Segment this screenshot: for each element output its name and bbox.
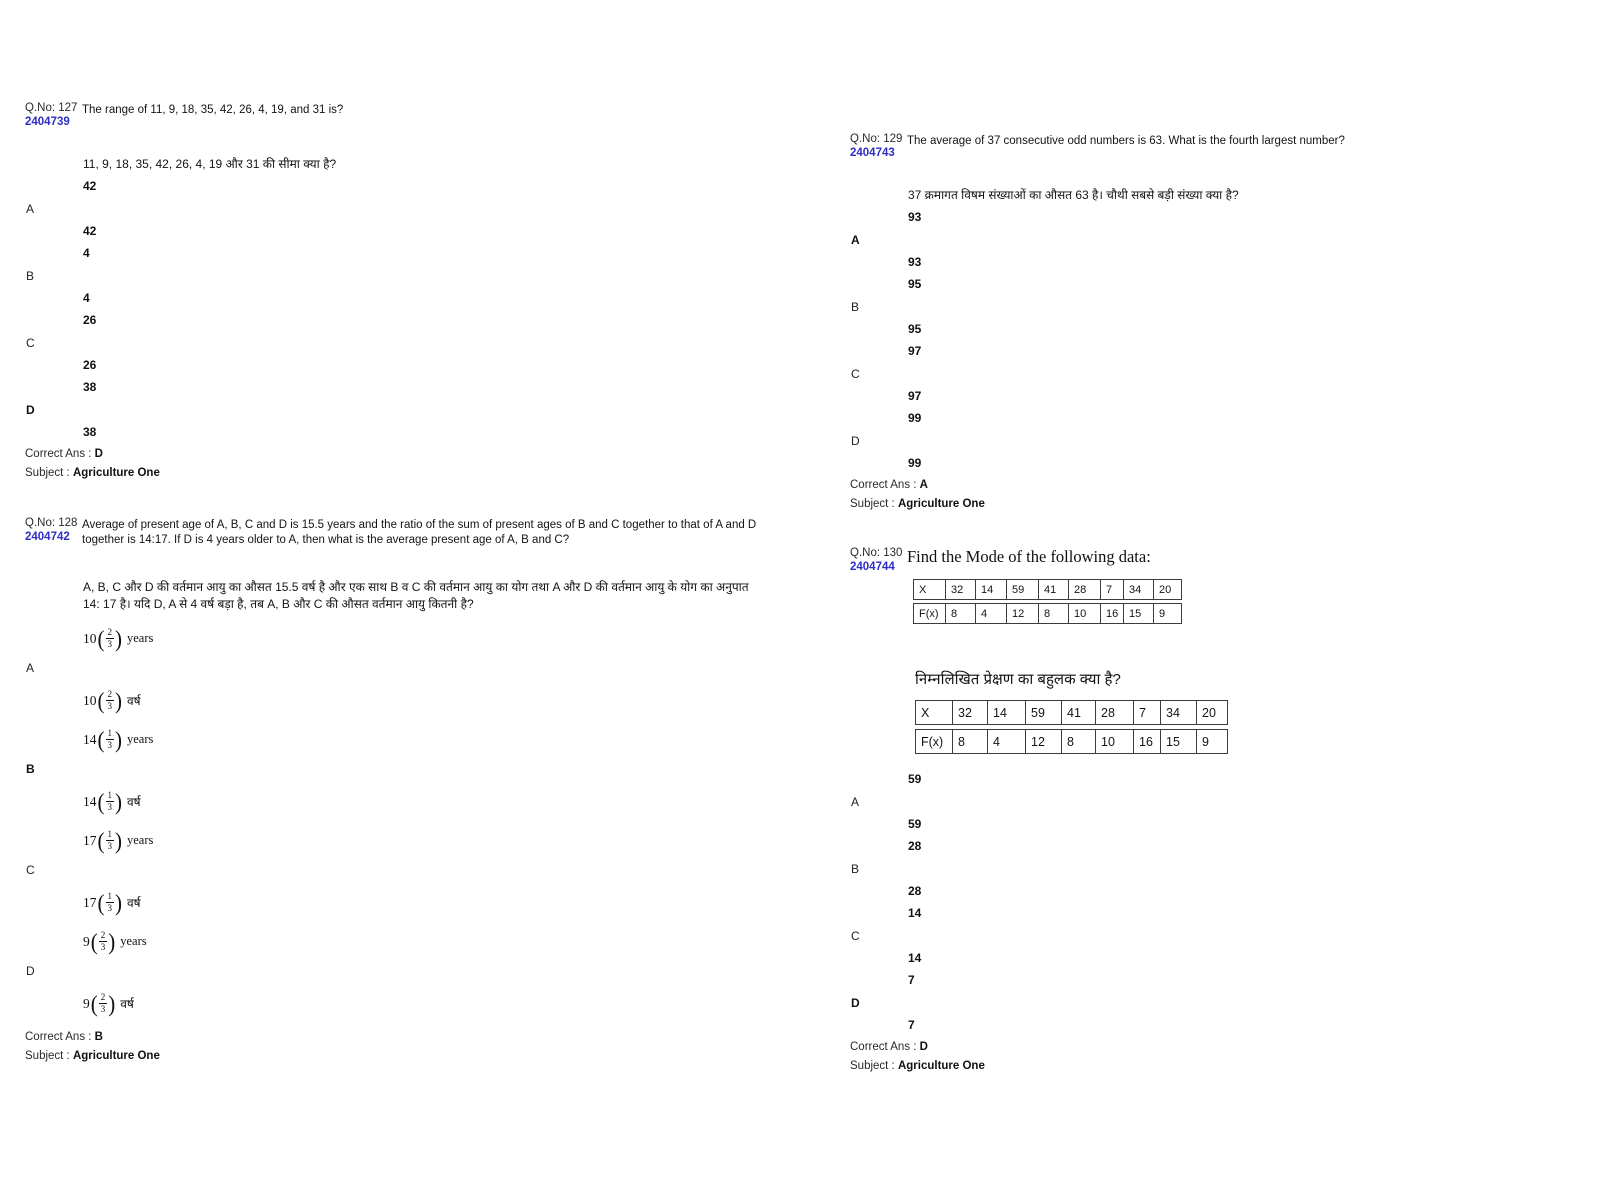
table-cell: 4 [988,729,1026,754]
subject-value: Agriculture One [897,1060,985,1072]
table-cell: 8 [1062,729,1096,754]
option-b-value-hi [83,788,775,815]
table-cell: 32 [946,579,976,600]
unit-label: वर्ष [127,896,141,910]
question-number: Q.No: 128 [25,517,78,529]
table-cell: 15 [1124,603,1154,624]
fraction-denominator: 3 [107,841,112,851]
open-paren: ( [90,928,98,955]
table-cell: 8 [953,729,988,754]
question-header [850,547,1570,574]
correct-answer-value: D [94,448,103,460]
fraction-whole: 14 [83,793,97,809]
subject-prefix: Subject : [25,467,73,479]
table-cell: 14 [976,579,1007,600]
fraction [106,690,115,711]
option-c-value-hi: 26 [83,358,97,372]
unit-label: वर्ष [127,795,141,809]
fraction-whole: 14 [83,731,97,747]
table-cell: F(x) [915,729,953,754]
option-a-value-en: 59 [908,772,922,786]
table-cell: 10 [1069,603,1101,624]
fraction-numerator: 1 [107,728,112,738]
table-cell: 10 [1096,729,1134,754]
option-b-label: B [26,269,35,283]
question-id-link[interactable]: 2404744 [850,561,895,573]
option-c-label: C [851,367,860,381]
fraction-whole: 9 [83,995,90,1011]
question-text-en: Find the Mode of the following data: [907,547,1151,566]
option-c-value-en: 14 [908,906,922,920]
question-text-hi: 11, 9, 18, 35, 42, 26, 4, 19 और 31 की सीमा क्या है? [83,157,337,171]
data-table-hi [915,700,1570,754]
correct-answer-prefix: Correct Ans : [25,448,95,460]
question-text-en: Average of present age of A, B, C and D is 15.5 years and the ratio of the sum of present ages of B and C together to that of A and D together is 14:17. If D is 4 years older to A, then what is the average present age of A, B and C? [82,519,757,546]
fraction-denominator: 3 [107,903,112,913]
correct-answer-line [850,478,1570,492]
correct-answer-prefix: Correct Ans : [850,1041,920,1053]
table-cell: 9 [1154,603,1182,624]
question-text-hi: 37 क्रमागत विषम संख्याओं का औसत 63 है। चौथी सबसे बड़ी संख्या क्या है? [908,188,1239,202]
fraction-whole: 17 [83,894,97,910]
option-b-label: B [851,862,860,876]
option-b-value-en: 28 [908,839,922,853]
question-text-en: The range of 11, 9, 18, 35, 42, 26, 4, 19, and 31 is? [82,104,344,116]
table-cell: 16 [1101,603,1124,624]
table-cell: 4 [976,603,1007,624]
unit-label: years [120,934,147,948]
table-row-fx [913,603,1570,624]
subject-prefix: Subject : [850,1060,898,1072]
correct-answer-value: A [919,479,928,491]
close-paren: ) [115,827,122,854]
question-header [25,517,775,548]
option-b-value-hi: 28 [908,884,922,898]
fraction-numerator: 1 [107,891,112,901]
table-row-x [915,700,1570,725]
option-b-value-en: 95 [908,277,922,291]
question-text-hi: निम्नलिखित प्रेक्षण का बहुलक क्या है? [915,671,1121,688]
option-a-label: A [851,233,860,247]
subject-line [850,1059,1570,1073]
question-header [850,133,1570,160]
open-paren: ( [97,687,105,714]
subject-value: Agriculture One [72,467,160,479]
option-c-value-hi [83,889,775,916]
table-cell: 20 [1197,700,1228,725]
option-c-label: C [26,336,35,350]
table-cell: 16 [1134,729,1161,754]
option-c-label: C [851,929,860,943]
close-paren: ) [115,687,122,714]
option-a-value-en [83,625,775,652]
option-c-value-en: 26 [83,313,97,327]
correct-answer-line [25,447,775,461]
close-paren: ) [115,625,122,652]
question-header [25,102,775,129]
question-number: Q.No: 130 [850,547,903,559]
table-cell: X [915,700,953,725]
subject-value: Agriculture One [897,498,985,510]
open-paren: ( [97,625,105,652]
fraction-numerator: 2 [100,992,106,1002]
fraction [99,993,108,1014]
fraction [106,830,115,851]
unit-label: years [127,631,154,645]
question-block-129 [850,133,1570,511]
close-paren: ) [108,928,116,955]
fraction-numerator: 1 [107,790,112,800]
option-d-value-en: 99 [908,411,922,425]
option-a-value-hi: 42 [83,224,97,238]
table-cell: 8 [946,603,976,624]
close-paren: ) [115,726,122,753]
question-meta [25,102,82,129]
question-number: Q.No: 127 [25,102,78,114]
question-block-127 [25,102,775,480]
open-paren: ( [97,889,105,916]
fraction [106,628,115,649]
option-a-value-en: 42 [83,179,97,193]
table-cell: 8 [1039,603,1069,624]
unit-label: years [127,732,154,746]
correct-answer-value: B [94,1031,103,1043]
fraction [106,791,115,812]
correct-answer-prefix: Correct Ans : [850,479,920,491]
option-b-value-en [83,726,775,753]
question-text-en: The average of 37 consecutive odd numbers is 63. What is the fourth largest number? [907,135,1345,147]
close-paren: ) [108,990,116,1017]
fraction-denominator: 3 [100,1004,106,1014]
option-d-value-en: 7 [908,973,915,987]
data-table-en [913,579,1570,624]
table-row-x [913,579,1570,600]
fraction-denominator: 3 [100,942,106,952]
subject-line [25,1049,775,1063]
fraction-denominator: 3 [107,701,112,711]
table-cell: 34 [1124,579,1154,600]
table-cell: 34 [1161,700,1197,725]
correct-answer-line [850,1040,1570,1054]
table-cell: 41 [1062,700,1096,725]
option-d-value-hi: 7 [908,1018,915,1032]
correct-answer-line [25,1030,775,1044]
table-cell: 15 [1161,729,1197,754]
option-b-value-hi: 95 [908,322,922,336]
close-paren: ) [115,788,122,815]
close-paren: ) [115,889,122,916]
table-cell: 7 [1101,579,1124,600]
option-b-value-hi: 4 [83,291,90,305]
option-a-label: A [26,202,35,216]
open-paren: ( [90,990,98,1017]
option-b-label: B [26,762,35,776]
unit-label: वर्ष [120,997,134,1011]
option-c-label: C [26,863,35,877]
question-block-128 [25,517,775,1063]
correct-answer-value: D [919,1041,928,1053]
option-d-label: D [26,403,35,417]
open-paren: ( [97,726,105,753]
fraction-denominator: 3 [107,639,112,649]
subject-line [850,497,1570,511]
table-cell: 59 [1026,700,1062,725]
question-text-hi: A, B, C और D की वर्तमान आयु का औसत 15.5 वर्ष है और एक साथ B व C की वर्तमान आयु का योग तथा A और D की वर्तमान आयु के योग का अनुपात 14: 17 है। यदि D, A से 4 वर्ष बड़ा है, तब A, B और C की औसत वर्तमान आयु कितनी है? [83,580,749,611]
table-cell: 59 [1007,579,1039,600]
question-meta [850,547,907,574]
option-d-value-hi [83,990,775,1017]
fraction-denominator: 3 [107,802,112,812]
open-paren: ( [97,788,105,815]
table-cell: 12 [1026,729,1062,754]
table-cell: F(x) [913,603,946,624]
question-meta [25,517,82,544]
correct-answer-prefix: Correct Ans : [25,1031,95,1043]
question-id-link[interactable]: 2404742 [25,531,70,543]
fraction-whole: 9 [83,933,90,949]
unit-label: years [127,833,154,847]
fraction-whole: 17 [83,832,97,848]
table-cell: X [913,579,946,600]
table-cell: 32 [953,700,988,725]
table-cell: 9 [1197,729,1228,754]
question-id-link[interactable]: 2404743 [850,147,895,159]
table-cell: 41 [1039,579,1069,600]
fraction [106,729,115,750]
option-a-value-hi [83,687,775,714]
fraction-numerator: 1 [107,829,112,839]
option-a-value-hi: 93 [908,255,922,269]
option-a-value-hi: 59 [908,817,922,831]
option-d-label: D [26,964,35,978]
option-a-label: A [26,661,35,675]
question-meta [850,133,907,160]
option-d-value-en [83,928,775,955]
option-d-value-hi: 99 [908,456,922,470]
table-cell: 12 [1007,603,1039,624]
fraction-whole: 10 [83,692,97,708]
fraction-numerator: 2 [100,930,106,940]
question-number: Q.No: 129 [850,133,903,145]
fraction [99,931,108,952]
fraction-numerator: 2 [107,627,112,637]
subject-prefix: Subject : [25,1050,73,1062]
option-c-value-en: 97 [908,344,922,358]
option-d-value-hi: 38 [83,425,97,439]
subject-line [25,466,775,480]
option-c-value-hi: 14 [908,951,922,965]
question-block-130 [850,547,1570,1073]
fraction-numerator: 2 [107,689,112,699]
table-cell: 7 [1134,700,1161,725]
option-a-label: A [851,795,860,809]
table-cell: 28 [1069,579,1101,600]
option-d-value-en: 38 [83,380,97,394]
table-cell: 20 [1154,579,1182,600]
option-b-label: B [851,300,860,314]
option-c-value-hi: 97 [908,389,922,403]
table-row-fx [915,729,1570,754]
fraction [106,892,115,913]
fraction-whole: 10 [83,630,97,646]
table-cell: 28 [1096,700,1134,725]
subject-value: Agriculture One [72,1050,160,1062]
option-b-value-en: 4 [83,246,90,260]
option-d-label: D [851,434,860,448]
fraction-denominator: 3 [107,740,112,750]
option-c-value-en [83,827,775,854]
subject-prefix: Subject : [850,498,898,510]
option-d-label: D [851,996,860,1010]
unit-label: वर्ष [127,694,141,708]
table-cell: 14 [988,700,1026,725]
question-id-link[interactable]: 2404739 [25,116,70,128]
option-a-value-en: 93 [908,210,922,224]
open-paren: ( [97,827,105,854]
